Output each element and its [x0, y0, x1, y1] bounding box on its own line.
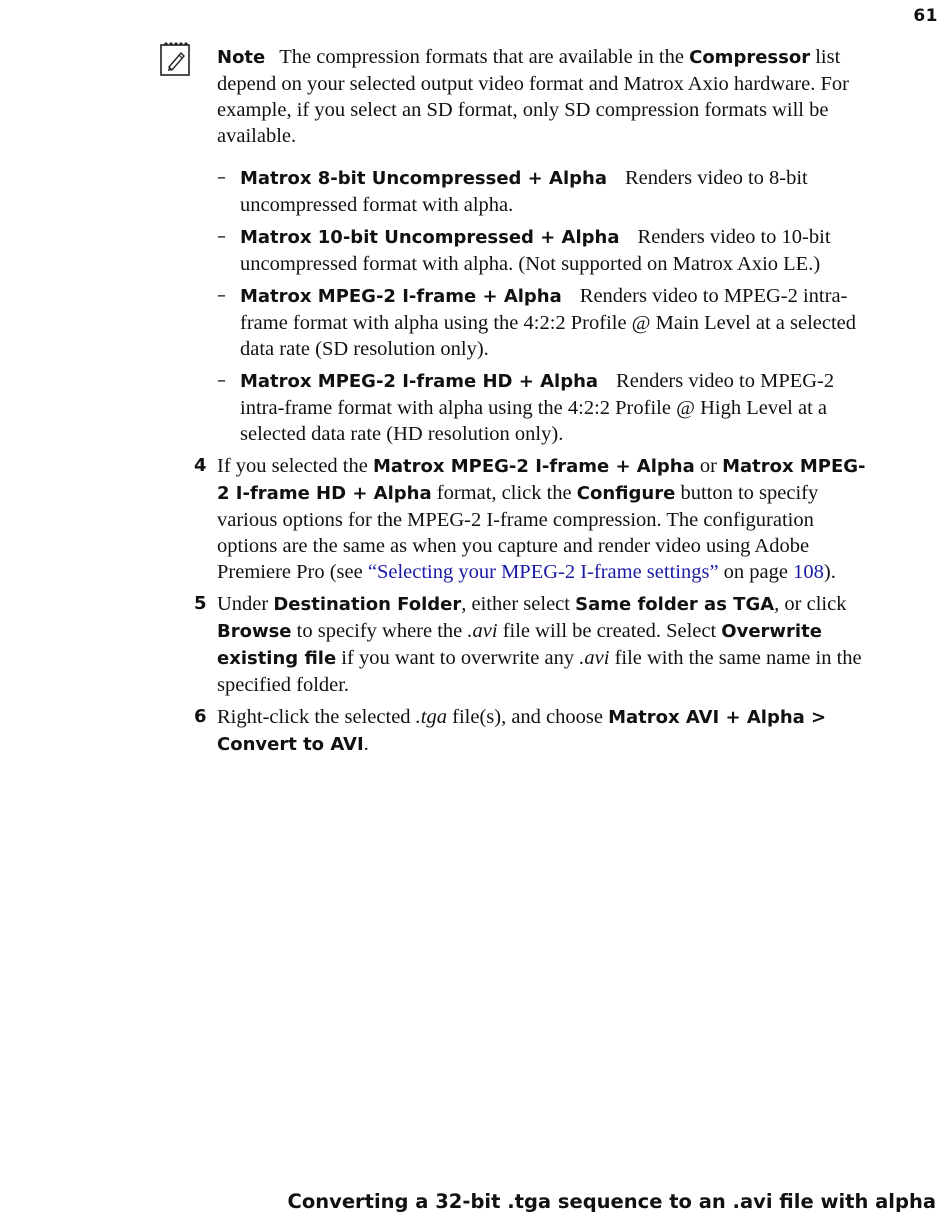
step-bold: Matrox MPEG-2 I-frame HD + Alpha: [217, 456, 866, 504]
format-desc: Renders video to MPEG-2 intra-frame format with alpha using the 4:2:2 Profile @ Main Level at a selected data rate (SD resolution only).: [240, 285, 857, 360]
step-number: 6: [194, 706, 207, 727]
format-term: Matrox 10-bit Uncompressed + Alpha: [240, 227, 620, 248]
step-text: Right-click the selected: [217, 706, 416, 728]
step-text: on page: [718, 561, 794, 583]
step-text: file(s), and choose: [447, 706, 609, 728]
step-text: format, click the: [431, 482, 577, 504]
dash-bullet: –: [217, 226, 226, 247]
list-item: [217, 224, 877, 277]
step-4: [194, 453, 877, 585]
step-text: if you want to overwrite any: [336, 647, 580, 669]
step-text: , or click: [774, 593, 847, 615]
dash-bullet: –: [217, 370, 226, 391]
step-bold: Same folder as TGA: [575, 594, 775, 615]
step-5: [194, 591, 877, 698]
note-bold-compressor: Compressor: [689, 47, 811, 68]
note-paragraph: [217, 44, 877, 149]
main-content: [194, 44, 877, 758]
step-bold: Matrox MPEG-2 I-frame + Alpha: [372, 456, 695, 477]
step-text: to specify where the: [291, 620, 468, 642]
notepad-pencil-icon: [159, 40, 191, 76]
step-bold: Configure: [576, 483, 676, 504]
step-text: Under: [217, 593, 274, 615]
step-text: If you selected the: [217, 455, 373, 477]
format-list: [217, 165, 877, 447]
format-desc: Renders video to 8-bit uncompressed format with alpha.: [240, 167, 808, 216]
dash-bullet: –: [217, 167, 226, 188]
step-6: [194, 704, 877, 758]
list-item: [217, 165, 877, 218]
step-bold: Destination Folder: [273, 594, 462, 615]
step-text: ).: [823, 561, 836, 583]
step-italic: .avi: [467, 620, 498, 642]
list-item: [217, 368, 877, 447]
format-desc: Renders video to 10-bit uncompressed format with alpha. (Not supported on Matrox Axio LE.): [240, 226, 831, 275]
step-bold: Browse: [217, 621, 292, 642]
step-number: 5: [194, 593, 207, 614]
step-text: button to specify various options for the MPEG-2 I-frame compression. The configuration options are the same as when you capture and render video using Adobe Premiere Pro (see: [217, 482, 819, 583]
step-number: 4: [194, 455, 207, 476]
page-reference-link[interactable]: 108: [793, 561, 824, 583]
step-bold: Overwrite existing file: [217, 621, 822, 669]
dash-bullet: –: [217, 285, 226, 306]
step-italic: .tga: [415, 706, 447, 728]
format-term: Matrox 8-bit Uncompressed + Alpha: [240, 168, 607, 189]
note-text-2: list depend on your selected output video format and Matrox Axio hardware. For example, if you select an SD format, only SD compression formats will be available.: [217, 46, 849, 147]
note-label: Note: [217, 47, 266, 68]
footer-section-title: Converting a 32-bit .tga sequence to an .avi file with alpha: [287, 1190, 936, 1213]
step-text: , either select: [461, 593, 576, 615]
step-text: .: [363, 733, 369, 755]
list-item: [217, 283, 877, 362]
note-text: The compression formats that are available in the: [279, 46, 690, 68]
step-text: or: [694, 455, 723, 477]
step-bold: Matrox AVI + Alpha > Convert to AVI: [217, 707, 827, 755]
format-desc: Renders video to MPEG-2 intra-frame format with alpha using the 4:2:2 Profile @ High Level at a selected data rate (HD resolution only).: [240, 370, 835, 445]
step-text: file with the same name in the specified folder.: [217, 647, 862, 696]
cross-reference-link[interactable]: “Selecting your MPEG-2 I-frame settings”: [367, 561, 719, 583]
format-term: Matrox MPEG-2 I-frame HD + Alpha: [240, 371, 599, 392]
format-term: Matrox MPEG-2 I-frame + Alpha: [240, 286, 562, 307]
step-italic: .avi: [579, 647, 610, 669]
page-number: 61: [913, 6, 938, 26]
step-text: file will be created. Select: [497, 620, 722, 642]
